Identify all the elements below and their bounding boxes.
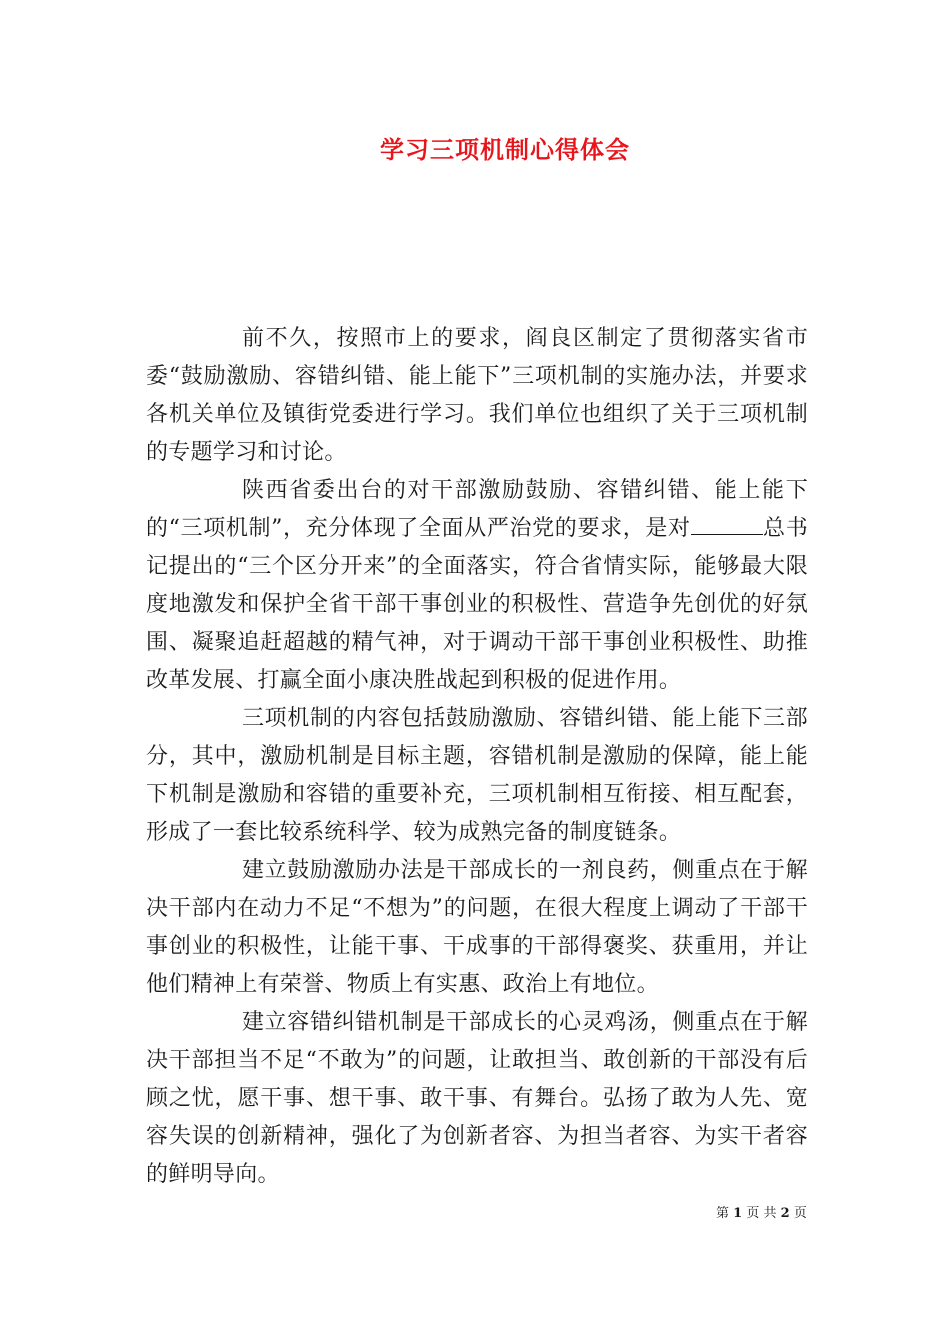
paragraph-3: 三项机制的内容包括鼓励激励、容错纠错、能上能下三部分，其中，激励机制是目标主题，容错机制是激励的保障，能上能下机制是激励和容错的重要补充，三项机制相互衔接、相互配套，形成了一套比较系统科学、较为成熟完备的制度链条。 [146,706,808,845]
footer-middle: 页 共 [746,1206,777,1221]
document-body [146,320,808,1194]
paragraph-2-before-blank: 陕西省委出台的对干部激励鼓励、容错纠错、能上能下的“三项机制”，充分体现了全面从严治党的要求，是对 [146,478,808,541]
paragraph-1: 前不久，按照市上的要求，阎良区制定了贯彻落实省市委“鼓励激励、容错纠错、能上能下”三项机制的实施办法，并要求各机关单位及镇街党委进行学习。我们单位也组织了关于三项机制的专题学习和讨论。 [146,326,808,465]
paragraph-4: 建立鼓励激励办法是干部成长的一剂良药，侧重点在于解决干部内在动力不足“不想为”的问题，在很大程度上调动了干部干事创业的积极性，让能干事、干成事的干部得褒奖、获重用，并让他们精神上有荣誉、物质上有实惠、政治上有地位。 [146,858,808,997]
page-number-footer [716,1205,807,1223]
footer-current-page: 1 [733,1206,743,1221]
paragraph-5: 建立容错纠错机制是干部成长的心灵鸡汤，侧重点在于解决干部担当不足“不敢为”的问题，让敢担当、敢创新的干部没有后顾之忧，愿干事、想干事、敢干事、有舞台。弘扬了敢为人先、宽容失误的创新精神，强化了为创新者容、为担当者容、为实干者容的鲜明导向。 [146,1010,808,1187]
footer-suffix: 页 [793,1206,807,1221]
paragraph-2-after-blank: 总书记提出的“三个区分开来”的全面落实，符合省情实际，能够最大限度地激发和保护全省干部干事创业的积极性、营造争先创优的好氛围、凝聚追赶超越的精气神，对于调动干部干事创业积极性、助推改革发展、打赢全面小康决胜战起到积极的促进作用。 [146,516,808,693]
footer-prefix: 第 [716,1206,730,1221]
paragraph-2 [146,472,808,700]
document-title: 学习三项机制心得体会 [380,136,630,164]
footer-total-pages: 2 [780,1206,790,1221]
fill-in-blank [691,514,763,535]
